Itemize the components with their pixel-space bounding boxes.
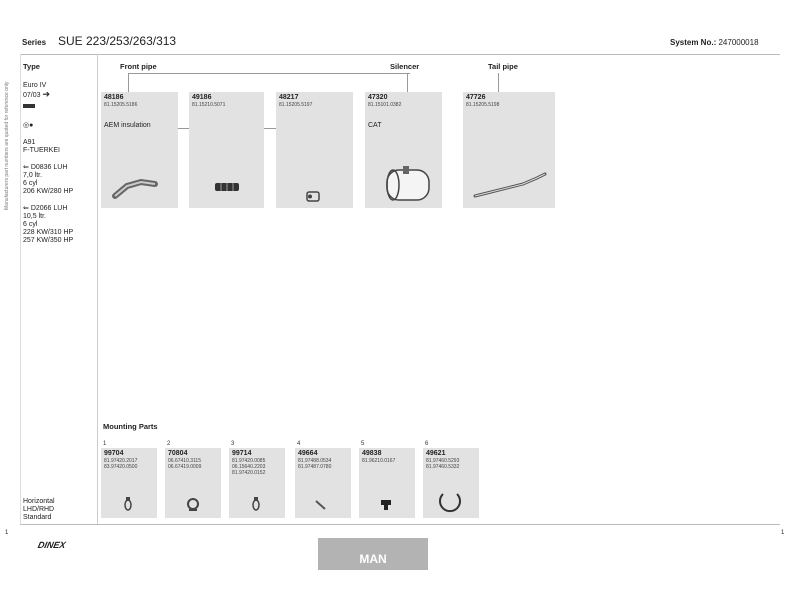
oem-number: 81.97460.5332 [426, 464, 460, 470]
front-pipe-icon [111, 172, 161, 202]
mounting-icon: ◎● [23, 122, 34, 129]
oem-number: 06.15640.2203 [232, 464, 266, 470]
engine-power: 228 KW/310 HP [23, 229, 74, 236]
clamp-icon [121, 496, 135, 512]
date-label: 07/03 [23, 92, 41, 99]
emission-label: Euro IV [23, 82, 47, 89]
engine-1 [23, 164, 73, 196]
engine-power-2: 257 KW/350 HP [23, 237, 74, 244]
oem-number: 81.15205.5186 [104, 102, 138, 108]
tail-pipe-title: Tail pipe [488, 62, 518, 71]
page-number-right: 1 [781, 530, 785, 536]
oem-number: 81.15205.5198 [466, 102, 500, 108]
mounting-card[interactable] [101, 448, 157, 518]
system-number [670, 38, 759, 47]
engine-2 [23, 205, 73, 245]
orientation-info [23, 498, 55, 522]
gasket-ring-icon [435, 488, 465, 514]
part-card[interactable] [463, 92, 555, 208]
oem-number: 81.97420.0152 [232, 470, 266, 476]
flex-hose-icon [213, 180, 243, 194]
system-label: System No.: [670, 38, 717, 47]
bolt-icon [313, 498, 329, 512]
part-number: 47726 [466, 94, 486, 101]
engine-cyl: 6 cyl [23, 180, 38, 187]
sleeve-icon [304, 190, 324, 204]
silencer-icon [381, 164, 437, 204]
oem-number: 06.67419.0009 [168, 464, 202, 470]
position-number: 6 [425, 441, 429, 447]
date-row [23, 90, 50, 100]
engine-volume: 10,5 ltr. [23, 213, 46, 220]
system-value: 247000018 [718, 38, 759, 47]
clamp-icon [249, 496, 263, 512]
variant-name: F-TUERKEI [23, 147, 60, 154]
engine-icon: ⇐ [23, 205, 31, 212]
oem-number: 81.15205.5197 [279, 102, 313, 108]
position-number: 5 [361, 441, 365, 447]
part-number: 49664 [298, 450, 318, 457]
part-number: 49186 [192, 94, 212, 101]
position-number: 1 [103, 441, 107, 447]
part-card[interactable] [276, 92, 353, 208]
part-number: 49621 [426, 450, 446, 457]
pipe-icon [23, 104, 35, 108]
dinex-logo: DINEX [36, 540, 67, 550]
bottom-divider [20, 524, 780, 525]
tail-pipe-icon [471, 172, 551, 202]
part-number: 47320 [368, 94, 388, 101]
oem-number: 81.97420.2017 [104, 458, 138, 464]
oem-number: 81.97420.0085 [232, 458, 266, 464]
oem-number: 81.15101.0382 [368, 102, 402, 108]
drive-side: LHD/RHD [23, 506, 55, 513]
sidebar-divider [97, 54, 98, 524]
engine-cyl: 6 cyl [23, 221, 38, 228]
oem-number: 81.97487.0780 [298, 464, 332, 470]
part-card[interactable] [189, 92, 264, 208]
connector-line [264, 128, 276, 129]
connector-line [128, 73, 410, 74]
engine-code: D2066 LUH [30, 205, 68, 212]
mounting-card[interactable] [229, 448, 285, 518]
engine-power: 206 KW/280 HP [23, 188, 74, 195]
type-label: Type [23, 62, 40, 71]
left-border [20, 54, 21, 524]
part-description: CAT [368, 122, 382, 129]
connector-line [407, 73, 408, 92]
version: Standard [23, 514, 52, 521]
oem-number: 83.97420.0500 [104, 464, 138, 470]
nut-icon [379, 498, 393, 512]
front-pipe-title: Front pipe [120, 62, 157, 71]
orientation: Horizontal [23, 498, 55, 505]
part-number: 48217 [279, 94, 299, 101]
mounting-card[interactable] [165, 448, 221, 518]
mounting-title: Mounting Parts [103, 422, 158, 431]
connector-line [498, 73, 499, 92]
series-label: Series [22, 38, 47, 47]
position-number: 3 [231, 441, 235, 447]
variant-code: A91 [23, 139, 36, 146]
mounting-card[interactable] [359, 448, 415, 518]
engine-code: D0836 LUH [30, 164, 68, 171]
mounting-card[interactable] [423, 448, 479, 518]
engine-icon: ⇐ [23, 164, 31, 171]
oem-number: 81.96210.0167 [362, 458, 396, 464]
part-number: 99704 [104, 450, 124, 457]
model-title: SUE 223/253/263/313 [58, 34, 177, 48]
silencer-title: Silencer [390, 62, 420, 71]
header-divider [20, 54, 780, 55]
part-card[interactable] [365, 92, 442, 208]
part-number: 70804 [168, 450, 188, 457]
part-number: 99714 [232, 450, 252, 457]
connector-line [128, 73, 129, 92]
ring-clamp-icon [185, 496, 201, 512]
part-description: AEM insulation [104, 122, 151, 129]
oem-number: 81.15210.5071 [192, 102, 226, 108]
part-card[interactable] [101, 92, 178, 208]
part-number: 48186 [104, 94, 124, 101]
oem-number: 06.67410.3115 [168, 458, 201, 464]
oem-number: 81.97460.5293 [426, 458, 460, 464]
brand-tab[interactable]: MAN [318, 538, 428, 570]
engine-volume: 7,0 ltr. [23, 172, 43, 179]
reference-note: Manufacturers part numbers are quoted for reference only [4, 81, 10, 210]
part-number: 49838 [362, 450, 382, 457]
position-number: 2 [167, 441, 171, 447]
page-number-left: 1 [5, 530, 9, 536]
position-number: 4 [297, 441, 301, 447]
arrow-right-icon: ➔ [42, 89, 51, 99]
mounting-card[interactable] [295, 448, 351, 518]
oem-number: 81.97488.0534 [298, 458, 332, 464]
